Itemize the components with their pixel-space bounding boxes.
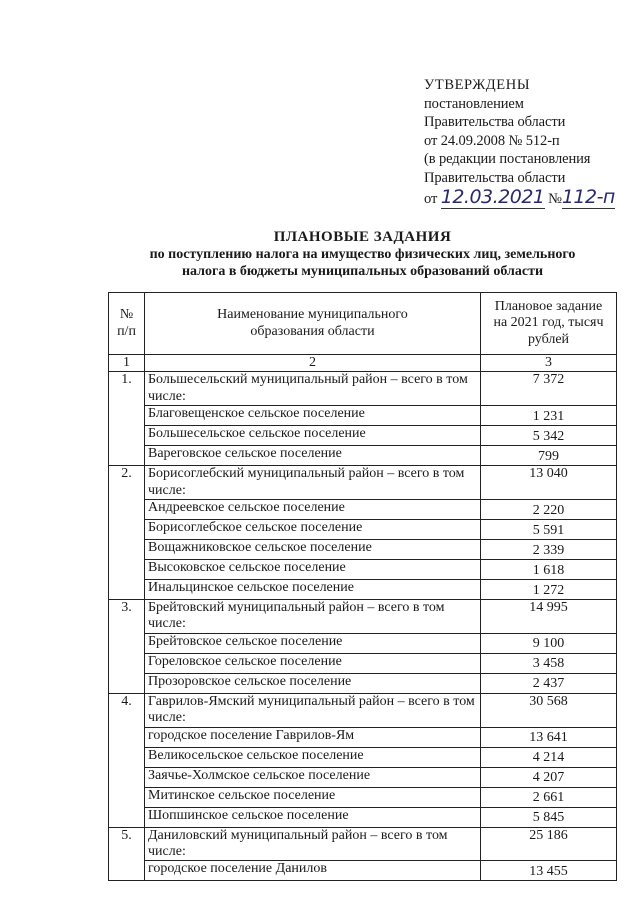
settlement-value: 2 339: [481, 540, 617, 560]
table-row: [109, 500, 617, 520]
table-row: [109, 406, 617, 426]
settlement-name: Брейтовское сельское поселение: [145, 633, 481, 653]
approval-date-line: [424, 185, 624, 209]
header-plan: Плановое задание на 2021 год, тысяч рублей: [481, 293, 617, 355]
settlement-name: Вощажниковское сельское поселение: [145, 540, 481, 560]
settlement-name: Гореловское сельское поселение: [145, 653, 481, 673]
district-value: 7 372: [481, 372, 617, 406]
approval-line-3: от 24.09.2008 № 512-п: [424, 132, 560, 149]
settlement-value: 9 100: [481, 633, 617, 653]
settlement-value: 799: [481, 446, 617, 466]
approval-line-2: Правительства области: [424, 114, 566, 131]
approval-line-4: (в редакции постановления: [424, 151, 591, 168]
settlement-value: 4 207: [481, 767, 617, 787]
approval-line-1: постановлением: [424, 95, 524, 112]
table-row: [109, 446, 617, 466]
settlement-value: 2 437: [481, 673, 617, 693]
row-number: 2.: [109, 466, 145, 600]
colnum-2: 2: [145, 355, 481, 372]
document-title: [110, 228, 615, 280]
district-name: Гаврилов-Ямский муниципальный район – всего в том числе:: [145, 693, 481, 727]
settlement-name: Шопшинское сельское поселение: [145, 807, 481, 827]
district-name: Большесельский муниципальный район – всего в том числе:: [145, 372, 481, 406]
row-number: 4.: [109, 693, 145, 827]
settlement-value: 13 641: [481, 727, 617, 747]
settlement-name: Большесельское сельское поселение: [145, 426, 481, 446]
header-name: Наименование муниципального образования области: [145, 293, 481, 355]
table-row: [109, 540, 617, 560]
table-row: [109, 600, 617, 634]
settlement-name: Митинское сельское поселение: [145, 787, 481, 807]
approval-heading: УТВЕРЖДЕНЫ: [424, 77, 531, 93]
row-number: 3.: [109, 600, 145, 694]
settlement-value: 5 845: [481, 807, 617, 827]
settlement-name: Благовещенское сельское поселение: [145, 406, 481, 426]
settlement-name: Высоковское сельское поселение: [145, 560, 481, 580]
settlement-name: городское поселение Гаврилов-Ям: [145, 727, 481, 747]
district-value: 13 040: [481, 466, 617, 500]
date-prefix: от: [424, 190, 438, 207]
table-row: [109, 653, 617, 673]
table-row: [109, 466, 617, 500]
table-row: [109, 693, 617, 727]
settlement-name: Прозоровское сельское поселение: [145, 673, 481, 693]
handwritten-date: 12.03.2021: [440, 185, 545, 208]
number-prefix: №: [548, 190, 562, 207]
title-main: ПЛАНОВЫЕ ЗАДАНИЯ: [273, 229, 452, 245]
table-row: [109, 560, 617, 580]
settlement-value: 1 618: [481, 560, 617, 580]
settlement-name: Вареговское сельское поселение: [145, 446, 481, 466]
settlement-value: 2 661: [481, 787, 617, 807]
row-number: 1.: [109, 372, 145, 466]
approval-block: [424, 76, 624, 208]
table-row: [109, 580, 617, 600]
settlement-name: Андреевское сельское поселение: [145, 500, 481, 520]
table-row: [109, 807, 617, 827]
title-sub-2: налога в бюджеты муниципальных образований области: [181, 263, 544, 279]
handwritten-number: 112-п: [561, 185, 615, 208]
settlement-value: 2 220: [481, 500, 617, 520]
table-row: [109, 520, 617, 540]
row-number: 5.: [109, 827, 145, 881]
plan-table: [108, 292, 617, 881]
district-value: 25 186: [481, 827, 617, 861]
table-row: [109, 767, 617, 787]
title-sub-1: по поступлению налога на имущество физических лиц, земельного: [149, 247, 576, 262]
settlement-value: 1 231: [481, 406, 617, 426]
table-row: [109, 673, 617, 693]
settlement-name: городское поселение Данилов: [145, 861, 481, 881]
table-row: [109, 747, 617, 767]
plan-table-container: [108, 292, 616, 881]
table-header-row: [109, 293, 617, 355]
settlement-value: 13 455: [481, 861, 617, 881]
table-row: [109, 827, 617, 861]
header-num: № п/п: [109, 293, 145, 355]
district-name: Борисоглебский муниципальный район – всего в том числе:: [145, 466, 481, 500]
settlement-name: Инальцинское сельское поселение: [145, 580, 481, 600]
settlement-value: 1 272: [481, 580, 617, 600]
settlement-name: Великосельское сельское поселение: [145, 747, 481, 767]
settlement-value: 5 342: [481, 426, 617, 446]
table-row: [109, 787, 617, 807]
table-row: [109, 426, 617, 446]
district-name: Даниловский муниципальный район – всего в том числе:: [145, 827, 481, 861]
column-number-row: [109, 355, 617, 372]
table-row: [109, 372, 617, 406]
table-row: [109, 861, 617, 881]
settlement-name: Заячье-Холмское сельское поселение: [145, 767, 481, 787]
approval-line-5: Правительства области: [424, 169, 566, 186]
settlement-value: 5 591: [481, 520, 617, 540]
colnum-1: 1: [109, 355, 145, 372]
table-row: [109, 633, 617, 653]
district-value: 30 568: [481, 693, 617, 727]
settlement-value: 4 214: [481, 747, 617, 767]
table-row: [109, 727, 617, 747]
district-value: 14 995: [481, 600, 617, 634]
settlement-name: Борисоглебское сельское поселение: [145, 520, 481, 540]
colnum-3: 3: [481, 355, 617, 372]
settlement-value: 3 458: [481, 653, 617, 673]
district-name: Брейтовский муниципальный район – всего в том числе:: [145, 600, 481, 634]
